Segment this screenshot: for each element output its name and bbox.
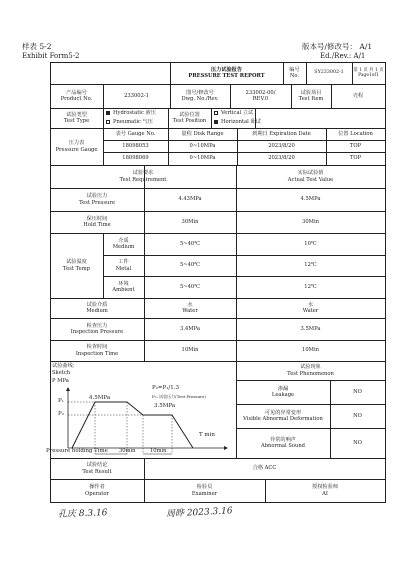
value-text: 4.5MPa (300, 196, 321, 203)
examiner-signature: 周晔 2023.3.16 (165, 506, 233, 520)
test-type-label-en: Test Type (63, 118, 90, 124)
test-phenomenon-cn: 试验现象 (300, 364, 321, 371)
value-text: 30Min (181, 218, 199, 225)
operator-label (50, 479, 144, 502)
test-pressure-cn: 试验压力 (86, 193, 108, 200)
report-title-en: PRESSURE TEST REPORT (188, 73, 265, 79)
gauge-cell: 18098053 (122, 142, 149, 149)
leakage-label (236, 380, 330, 404)
deformation-label (236, 404, 330, 428)
report-number-value (306, 62, 352, 84)
value-text: 10Min (302, 347, 319, 354)
ambient-temp-en: Ambient (112, 287, 135, 293)
sketch-30min-label: 30min (119, 448, 136, 454)
deformation-en: Visible Abnormal Deformation (243, 416, 323, 422)
test-pressure-label (50, 188, 144, 211)
pneumatic-checkbox[interactable] (106, 120, 110, 124)
operator-signature: 孔庆 8.3.16 (57, 508, 108, 520)
form-number-cn: 样表 5-2 (22, 42, 52, 51)
inspection-time-actual (236, 340, 385, 361)
value-text: Water (302, 308, 319, 314)
gauge-cell: 0~10MPa (189, 142, 216, 149)
value-text: 水 (187, 301, 193, 308)
sketch-title-cn: 试验曲线: (52, 363, 75, 369)
hydrostatic-label: Hydrostatic 液压 (113, 110, 156, 116)
inspection-time-cn: 检查时间 (86, 344, 108, 351)
value-text: 10Min (181, 347, 199, 354)
inspection-time-required (144, 340, 236, 361)
report-number-label (283, 62, 306, 84)
value-text: NO (353, 412, 362, 419)
gauge-row-1-loc (326, 140, 385, 152)
medium-temp-en: Medium (112, 244, 135, 250)
medium-temp-label (103, 233, 144, 255)
horizontal-label: Horizontal 卧试 (221, 119, 261, 125)
sketch-y-axis-label: P MPa (52, 378, 69, 384)
actual-value-en: Actual Test Value (287, 176, 334, 183)
abnormal-sound-label (236, 428, 330, 458)
ambient-temp-required (144, 276, 236, 298)
location-header (326, 128, 385, 140)
ai-cn: 授权检验师 (312, 484, 338, 491)
test-position-label-cn: 试验位置 (179, 111, 200, 118)
gauge-cell: 2023/8/20 (268, 142, 295, 149)
ai-en: AI (322, 490, 328, 497)
value-text: 合格 ACC (252, 465, 277, 472)
test-position-label (168, 108, 211, 128)
medium-temp-required (144, 233, 236, 255)
gauge-row-2-no (103, 152, 168, 165)
test-temp-en: Test Temp (63, 265, 90, 272)
value-text: 5~40℃ (179, 283, 201, 290)
test-result-value (144, 458, 385, 479)
drawing-no-value (230, 84, 291, 108)
value-text: 12℃ (304, 262, 317, 269)
value-text: NO (353, 388, 362, 395)
test-medium-actual (236, 298, 385, 318)
sketch-time-axis-label: T min (199, 432, 215, 438)
sketch-10min-label: 10min (150, 448, 167, 454)
value-text: 5~40℃ (179, 262, 201, 269)
gauge-no-header (103, 128, 168, 140)
test-result-label (50, 458, 144, 479)
medium-temp-cn: 介质 (118, 237, 129, 244)
examiner-en: Examiner (191, 490, 218, 497)
abnormal-sound-cn: 异常的响声 (270, 436, 296, 443)
report-number-label-cn: 编号 (289, 66, 300, 73)
product-no-text: 233002-1 (124, 92, 149, 99)
gauge-cell: 18098069 (122, 155, 149, 162)
hold-time-label (50, 211, 144, 233)
hold-time-cn: 保压时间 (86, 215, 108, 222)
inspection-pressure-actual (236, 318, 385, 340)
pressure-gauge-label (50, 128, 103, 165)
sketch-p2-label: P₂ (58, 411, 64, 417)
value-text: Water (182, 308, 198, 314)
gauge-no-header-text: 表号 Gauge No. (115, 130, 156, 137)
ambient-temp-actual (236, 276, 385, 298)
product-no-value (103, 84, 170, 108)
sketch-title-en: Sketch (52, 370, 71, 376)
pressure-gauge-label-en: Pressure Gauge (55, 146, 98, 153)
report-number-label-en: No. (289, 73, 300, 79)
sketch-p2-value: 3.5MPa (154, 403, 176, 409)
test-result-en: Test Result (82, 468, 112, 475)
vertical-label: Vertical 立试 (221, 110, 254, 116)
report-number-text: SY233002-1 (314, 70, 344, 76)
sketch-test-pressure-note: P₁₁ 试验压力(Test Pressure) (152, 394, 206, 399)
disk-range-header-text: 量程 Disk Range (181, 130, 224, 137)
leakage-value (330, 380, 385, 404)
test-type-label (50, 108, 103, 128)
test-pressure-en: Test Pressure (79, 199, 115, 206)
deformation-value (330, 404, 385, 428)
expiration-header-text: 到期日 Expiration Date (252, 130, 311, 137)
rule (50, 502, 386, 503)
pneumatic-label: Pneumatic 气压 (113, 119, 153, 125)
hold-time-actual (236, 211, 385, 233)
drawing-no-label-en: Dwg. No./Rev. (181, 96, 219, 102)
version-en: Ed./Rev.: A/1 (320, 52, 366, 60)
form-number-en: Exhibit Form5-2 (22, 52, 80, 60)
gauge-cell: 2023/8/20 (268, 155, 295, 162)
value-text: 水 (307, 301, 314, 308)
ambient-temp-cn: 环境 (118, 280, 129, 287)
inspection-time-en: Inspection Time (75, 350, 119, 357)
value-text: 4.43MPa (178, 196, 202, 203)
test-requirement-en: Test Requirement (119, 176, 167, 183)
value-text: NO (353, 439, 362, 446)
test-pressure-required (144, 188, 236, 211)
test-pressure-actual (236, 188, 385, 211)
sketch-p2-formula: P₂=P₁/1.3 (152, 385, 180, 391)
test-item-label-cn: 试验项目 (300, 89, 322, 96)
test-medium-required (144, 298, 236, 318)
operator-cn: 操作者 (89, 484, 105, 491)
test-phenomenon-en: Test Phenomenon (287, 370, 334, 377)
medium-temp-actual (236, 233, 385, 255)
hold-time-en: Hold Time (83, 222, 111, 228)
sketch-p1-label: P₁ (58, 398, 64, 404)
gauge-row-1-range (168, 140, 237, 152)
metal-temp-required (144, 255, 236, 276)
metal-temp-actual (236, 255, 385, 276)
gauge-row-2-exp (237, 152, 326, 165)
inspection-pressure-cn: 检查压力 (86, 322, 108, 329)
leakage-en: Leakage (271, 392, 295, 398)
gauge-row-2-range (168, 152, 237, 165)
inspection-time-label (50, 340, 144, 361)
expiration-header (237, 128, 326, 140)
vertical-checkbox[interactable] (214, 111, 218, 115)
version-cn: 版本号/修改号： A/1 (302, 42, 373, 51)
inspection-pressure-en: Inspection Pressure (70, 329, 124, 335)
pressure-curve-sketch (50, 361, 236, 458)
test-item-text: 壳程 (352, 92, 364, 99)
product-no-label-cn: 产品编号 (66, 89, 87, 96)
abnormal-sound-value (330, 428, 385, 458)
examiner-label (144, 479, 265, 502)
gauge-cell: TOP (349, 142, 362, 149)
ai-label (265, 479, 385, 502)
rule (211, 108, 212, 128)
gauge-row-2-loc (326, 152, 385, 165)
test-requirement-cn: 试验要求 (132, 170, 154, 177)
ambient-temp-label (103, 276, 144, 298)
test-medium-en: Medium (86, 308, 108, 314)
test-type-label-cn: 试验类型 (66, 111, 87, 118)
metal-temp-cn: 工件 (118, 259, 129, 266)
inspection-pressure-required (144, 318, 236, 340)
examiner-cn: 检验员 (196, 484, 213, 491)
gauge-row-1-exp (237, 140, 326, 152)
test-item-label-en: Test Item (298, 96, 324, 102)
product-no-label-en: Product No. (60, 96, 93, 102)
value-text: 30Min (302, 218, 319, 225)
page-number-en: Page1of1 (358, 73, 379, 78)
drawing-no-label-cn: 图号/修改号 (186, 89, 214, 96)
sketch-y-arrow (66, 387, 70, 391)
actual-value-cn: 实际试验值 (297, 170, 324, 177)
test-temp-cn: 试验温度 (66, 259, 87, 266)
horizontal-checkbox[interactable] (214, 120, 218, 124)
deformation-cn: 可见的异常变形 (264, 409, 302, 416)
actual-value-header (236, 165, 385, 188)
sketch-x-arrow (224, 446, 228, 450)
metal-temp-label (103, 255, 144, 276)
leakage-cn: 渗漏 (277, 385, 289, 392)
test-result-cn: 试验结论 (86, 462, 108, 469)
test-item-label (291, 84, 331, 108)
drawing-no-text: 233002-00/ (245, 89, 276, 96)
test-item-value (331, 84, 385, 108)
sketch-p1-value: 4.5MPa (89, 395, 111, 401)
value-text: 3.5MPa (300, 325, 321, 332)
test-medium-cn: 试验介质 (86, 301, 108, 308)
hold-time-required (144, 211, 236, 233)
drawing-rev-text: REV.0 (252, 96, 269, 102)
location-header-text: 位置 Location (338, 130, 373, 137)
rule (385, 62, 386, 502)
metal-temp-en: Metal (115, 265, 132, 272)
test-medium-label (50, 298, 144, 318)
value-text: 3.4MPa (180, 325, 200, 332)
report-title (170, 62, 283, 84)
value-text: 5~40℃ (179, 240, 201, 247)
operator-en: Operator (85, 490, 109, 497)
hydrostatic-checkbox[interactable] (106, 111, 110, 115)
page-number-cn: 第 1 页 共 1 页 (353, 67, 384, 73)
gauge-row-1-no (103, 140, 168, 152)
value-text: 12℃ (304, 283, 317, 290)
test-position-label-en: Test Position (172, 118, 207, 124)
test-phenomenon-header (236, 361, 385, 380)
inspection-pressure-label (50, 318, 144, 340)
abnormal-sound-en: Abnormal Sound (260, 443, 305, 449)
value-text: 10℃ (304, 240, 317, 247)
gauge-cell: 0~10MPa (189, 155, 216, 162)
sketch-hold-time-label: Pressure holding Time (46, 448, 108, 454)
disk-range-header (168, 128, 237, 140)
test-requirement-header (50, 165, 236, 188)
page-number (352, 62, 385, 84)
test-temp-label (50, 233, 103, 298)
pressure-gauge-label-cn: 压力表 (68, 140, 85, 147)
drawing-no-label (170, 84, 230, 108)
gauge-cell: TOP (349, 155, 362, 162)
product-no-label (50, 84, 103, 108)
report-title-cn: 压力试验报告 (210, 66, 243, 73)
